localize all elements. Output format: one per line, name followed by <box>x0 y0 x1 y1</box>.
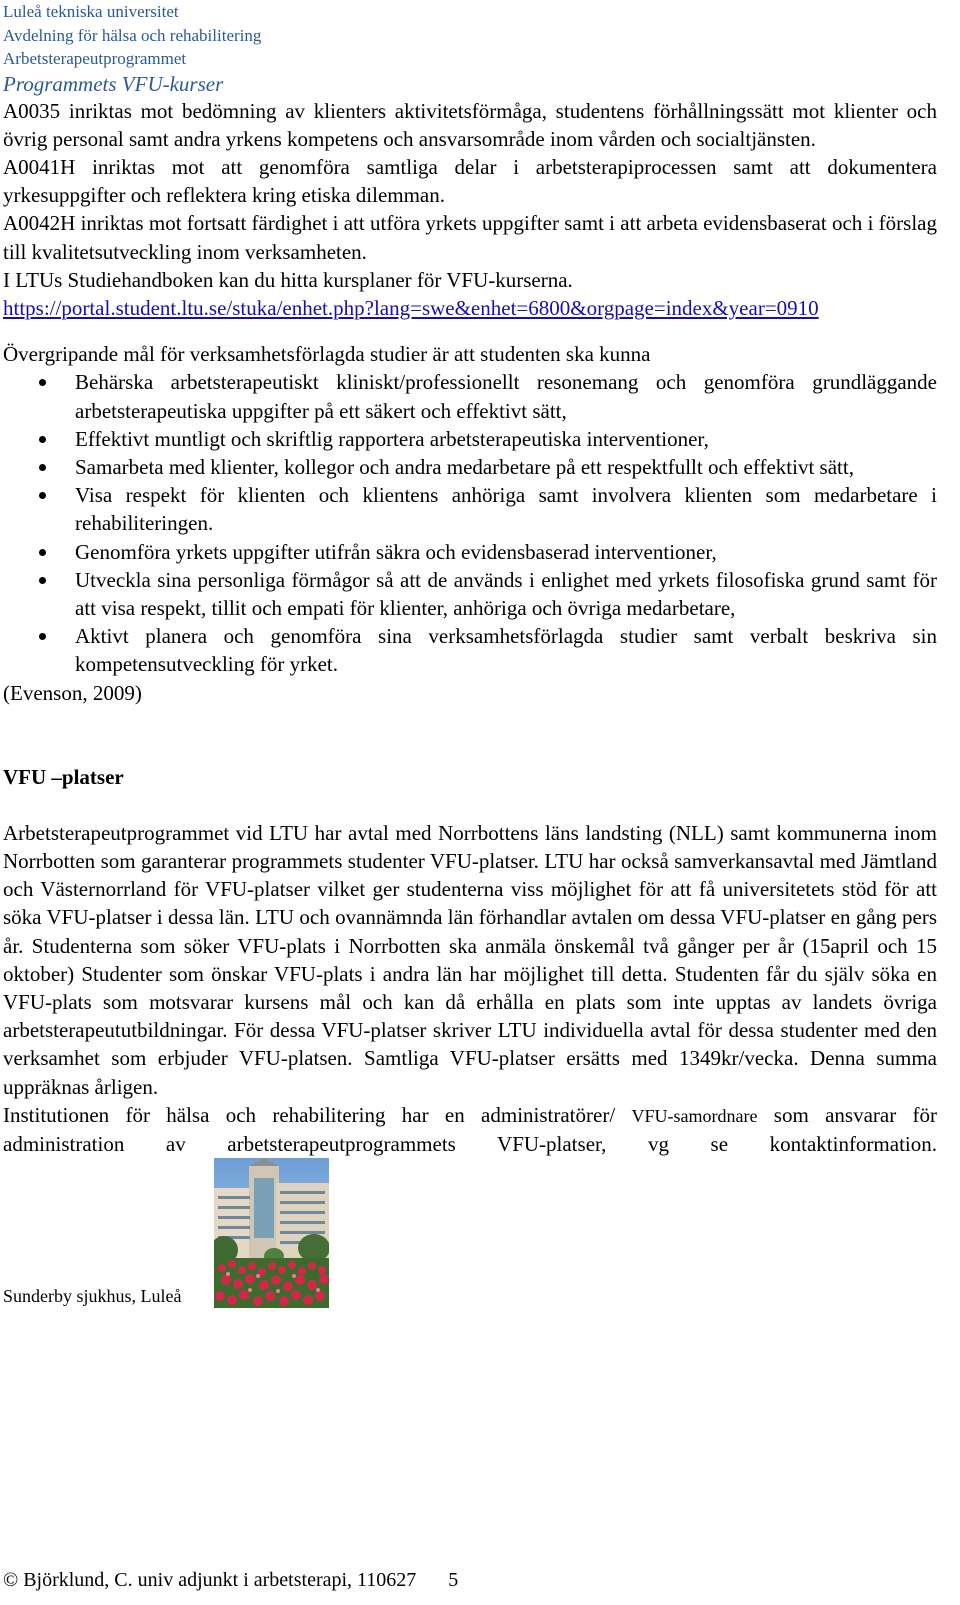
goal-item: Genomföra yrkets uppgifter utifrån säkra och evidensbaserad interventioner, <box>3 538 937 566</box>
section-title: Programmets VFU-kurser <box>3 71 224 96</box>
vfu-heading: VFU –platser <box>3 764 124 789</box>
bullet-icon <box>39 492 46 499</box>
document-page <box>3 0 937 1308</box>
bullet-icon <box>39 577 46 584</box>
figure <box>3 1158 937 1308</box>
footer-author: © Björklund, C. univ adjunkt i arbetsterapi, 110627 <box>3 1569 417 1591</box>
bullet-icon <box>39 464 46 471</box>
goals-intro: Övergripande mål för verksamhetsförlagda studier är att studenten ska kunna <box>3 342 651 367</box>
goal-item: Samarbeta med klienter, kollegor och andra medarbetare på ett respektfullt och effektivt sätt, <box>3 453 937 481</box>
goals-list <box>3 368 937 678</box>
handbook-link[interactable]: https://portal.student.ltu.se/stuka/enhet.php?lang=swe&enhet=6800&orgpage=index&year=0910 <box>3 295 819 320</box>
goal-item: Effektivt muntligt och skriftlig rapportera arbetsterapeutiska interventioner, <box>3 425 937 453</box>
bullet-icon <box>39 633 46 640</box>
figure-caption: Sunderby sjukhus, Luleå <box>3 1286 182 1307</box>
header-university: Luleå tekniska universitet <box>3 2 179 21</box>
header-department: Avdelning för hälsa och rehabilitering <box>3 25 262 45</box>
vfu-paragraph: Arbetsterapeutprogrammet vid LTU har avtal med Norrbottens läns landsting (NLL) samt kommunerna inom Norrbotten som garanterar programmets studenter VFU-platser. LTU har också samverkansavtal med Jämtland och Västernorrland för VFU-platser vilket ger studenterna viss möjlighet för att få universitetets stöd för att söka VFU-platser i dessa län. LTU och ovannämnda län förhandlar avtalen om dessa VFU-platser en gång pers år. Studenterna som söker VFU-plats i Norrbotten ska anmäla önskemål två gånger per år (15april och 15 oktober) Studenter som önskar VFU-plats i andra län har möjlighet till detta. Studenten får du själv söka en VFU-plats som motsvarar kursens mål och kan då erhålla en plats som inte upptas av landets övriga arbetsterapeututbildningar. För dessa VFU-platser skriver LTU individuella avtal för dessa studenter med den verksamhet som erbjuder VFU-platsen. Samtliga VFU-platser ersätts med 1349kr/vecka. Denna summa uppräknas årligen. <box>3 820 937 1099</box>
bullet-icon <box>39 436 46 443</box>
goal-item: Utveckla sina personliga förmågor så att de används i enlighet med yrkets filosofiska grund samt för att visa respekt, tillit och empati för klienter, anhöriga och övriga medarbetare, <box>3 566 937 622</box>
course-a0041h: A0041H inriktas mot att genomföra samtliga delar i arbetsterapiprocessen samt att dokumentera yrkesuppgifter och reflektera kring etiska dilemman. <box>3 154 937 208</box>
hospital-photo <box>214 1158 329 1308</box>
institution-paragraph: Institutionen för hälsa och rehabilitering har en administratörer/ VFU-samordnare som ansvarar för administration av arbetsterapeutprogrammets VFU-platser, vg se kontaktinformation. <box>3 1102 937 1156</box>
goal-item: Aktivt planera och genomföra sina verksamhetsförlagda studier samt verbalt beskriva sin kompetensutveckling för yrket. <box>3 622 937 678</box>
goal-item: Visa respekt för klienten och klientens anhöriga samt involvera klienten som medarbetare i rehabiliteringen. <box>3 481 937 537</box>
header-programme: Arbetsterapeutprogrammet <box>3 49 187 68</box>
course-a0042h: A0042H inriktas mot fortsatt färdighet i att utföra yrkets uppgifter samt i att arbeta evidensbaserat och i förslag till kvalitetsutveckling inom verksamheten. <box>3 211 937 264</box>
page-footer <box>3 1569 458 1592</box>
bullet-icon <box>39 379 46 386</box>
course-a0035: A0035 inriktas mot bedömning av klienters aktivitetsförmåga, studentens förhållningssätt mot klienter och övrig personal samt andra yrkens kompetens och ansvarsområde inom vården och socialtjänsten. <box>3 98 937 151</box>
goal-item: Behärska arbetsterapeutiskt kliniskt/professionellt resonemang och genomföra grundläggande arbetsterapeutiska uppgifter på ett säkert och effektivt sätt, <box>3 368 937 424</box>
page-number: 5 <box>448 1569 459 1591</box>
bullet-icon <box>39 549 46 556</box>
handbook-text: I LTUs Studiehandboken kan du hitta kursplaner för VFU-kurserna. <box>3 267 573 292</box>
goals-citation: (Evenson, 2009) <box>3 680 142 705</box>
